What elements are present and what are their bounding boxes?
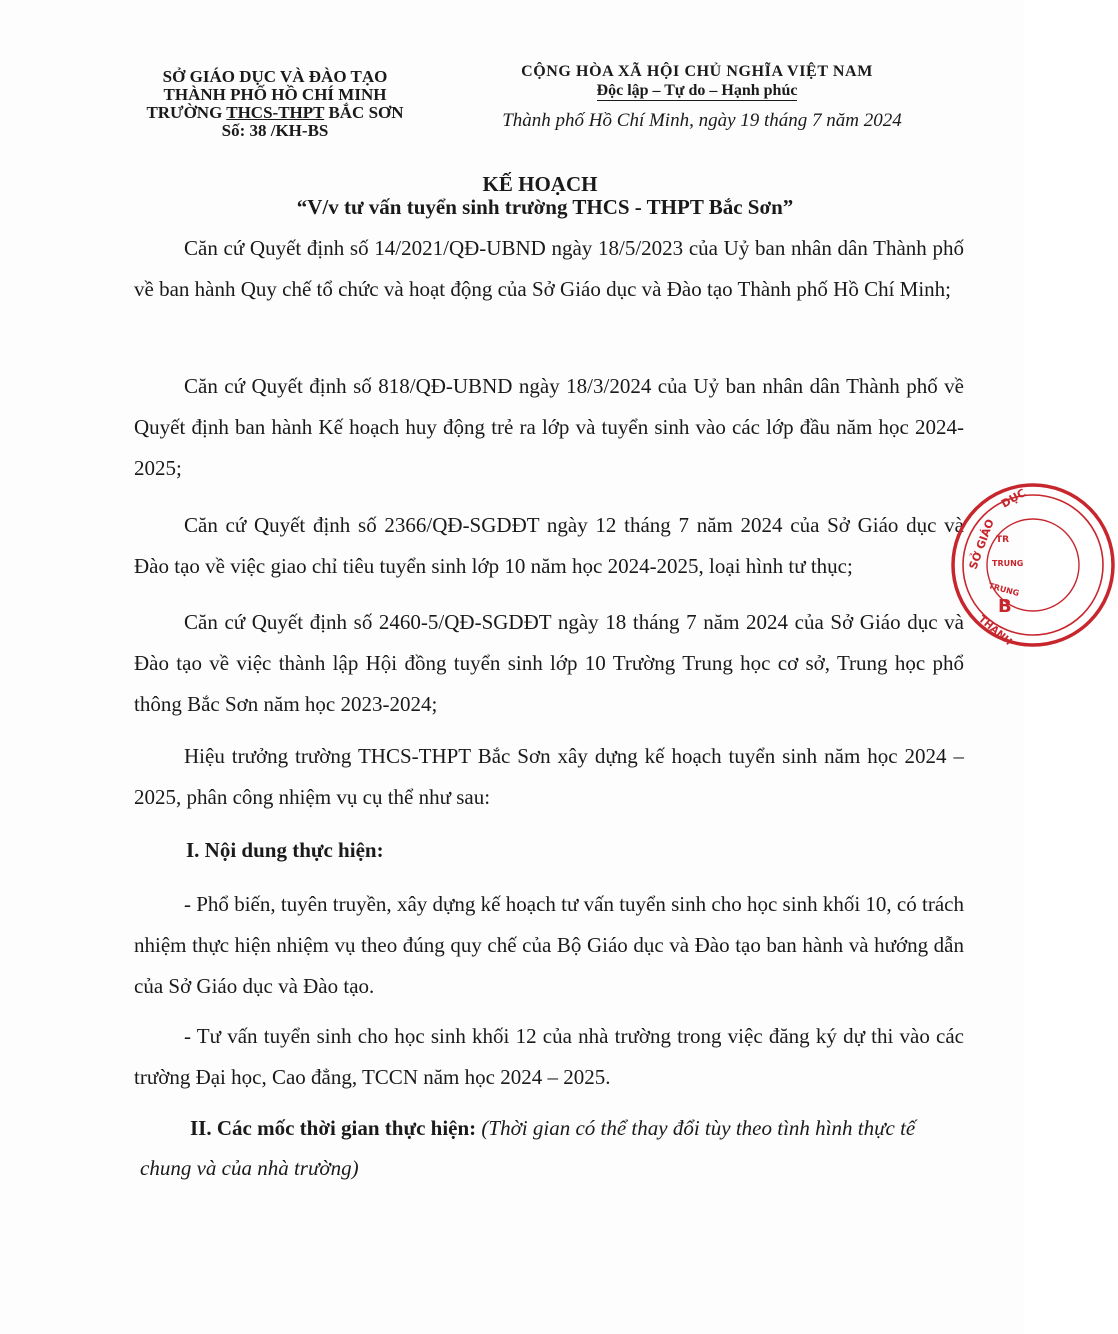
section-heading: I. Nội dung thực hiện: [186,838,384,862]
issuer-school [110,104,440,122]
svg-text:TR: TR [996,535,1010,545]
nation-name: CỘNG HÒA XÃ HỘI CHỦ NGHĨA VIỆT NAM [521,63,873,80]
issuer-city: THÀNH PHỐ HỒ CHÍ MINH [163,85,387,104]
place-and-date: Thành phố Hồ Chí Minh, ngày 19 tháng 7 năm 2024 [502,110,902,131]
official-seal-icon [948,480,1118,650]
school-prefix: TRƯỜNG [146,103,227,122]
issuer-header [110,68,440,140]
legal-basis-paragraph: Căn cứ Quyết định số 818/QĐ-UBND ngày 18/3/2024 của Uỷ ban nhân dân Thành phố về Quyết định ban hành Kế hoạch huy động trẻ ra lớp và tuyển sinh vào các lớp đầu năm học 2024-2025; [134,374,964,480]
svg-text:SỞ GIÁO: SỞ GIÁO [966,517,997,572]
document-title: KẾ HOẠCH [482,172,598,196]
national-header [462,62,932,101]
svg-text:THÀNH: THÀNH [976,613,1014,648]
section-note: (Thời gian có thể thay đổi tùy theo tình hình thực tế chung và của nhà trường) [140,1116,916,1180]
section-item: - Tư vấn tuyển sinh cho học sinh khối 12 của nhà trường trong việc đăng ký dự thi vào các trường Đại học, Cao đẳng, TCCN năm học 2024 – 2025. [134,1024,964,1089]
section-heading-with-note [140,1108,940,1188]
document-subject: “V/v tư vấn tuyển sinh trường THCS - THPT Bắc Sơn” [296,195,794,219]
svg-text:TRUNG: TRUNG [987,581,1021,599]
issuer-department: SỞ GIÁO DỤC VÀ ĐÀO TẠO [162,67,388,86]
section-item: - Phổ biến, tuyên truyền, xây dựng kế hoạch tư vấn tuyển sinh cho học sinh khối 10, có trách nhiệm thực hiện nhiệm vụ theo đúng quy chế của Bộ Giáo dục và Đào tạo ban hành và hướng dẫn của Sở Giáo dục và Đào tạo. [134,892,964,998]
national-motto: Độc lập – Tự do – Hạnh phúc [596,82,798,99]
intro-paragraph: Hiệu trưởng trường THCS-THPT Bắc Sơn xây dựng kế hoạch tuyển sinh năm học 2024 – 2025, phân công nhiệm vụ cụ thể như sau: [134,744,964,809]
document-number: Số: 38 /KH-BS [221,121,329,140]
svg-text:B: B [998,596,1012,617]
svg-text:TRUNG: TRUNG [992,559,1024,568]
school-name: BẮC SƠN [324,103,404,122]
legal-basis-paragraph: Căn cứ Quyết định số 14/2021/QĐ-UBND ngày 18/5/2023 của Uỷ ban nhân dân Thành phố về ban hành Quy chế tổ chức và hoạt động của Sở Giáo dục và Đào tạo Thành phố Hồ Chí Minh; [134,236,964,301]
legal-basis-paragraph: Căn cứ Quyết định số 2460-5/QĐ-SGDĐT ngày 18 tháng 7 năm 2024 của Sở Giáo dục và Đào tạo về việc thành lập Hội đồng tuyển sinh lớp 10 Trường Trung học cơ sở, Trung học phổ thông Bắc Sơn năm học 2023-2024; [134,610,964,716]
section-heading: II. Các mốc thời gian thực hiện: [190,1116,477,1140]
svg-text:DỤC: DỤC [999,486,1029,511]
school-type: THCS-THPT [226,103,325,122]
legal-basis-paragraph: Căn cứ Quyết định số 2366/QĐ-SGDĐT ngày 12 tháng 7 năm 2024 của Sở Giáo dục và Đào tạo về việc giao chỉ tiêu tuyển sinh lớp 10 năm học 2024-2025, loại hình tư thục; [134,513,964,578]
